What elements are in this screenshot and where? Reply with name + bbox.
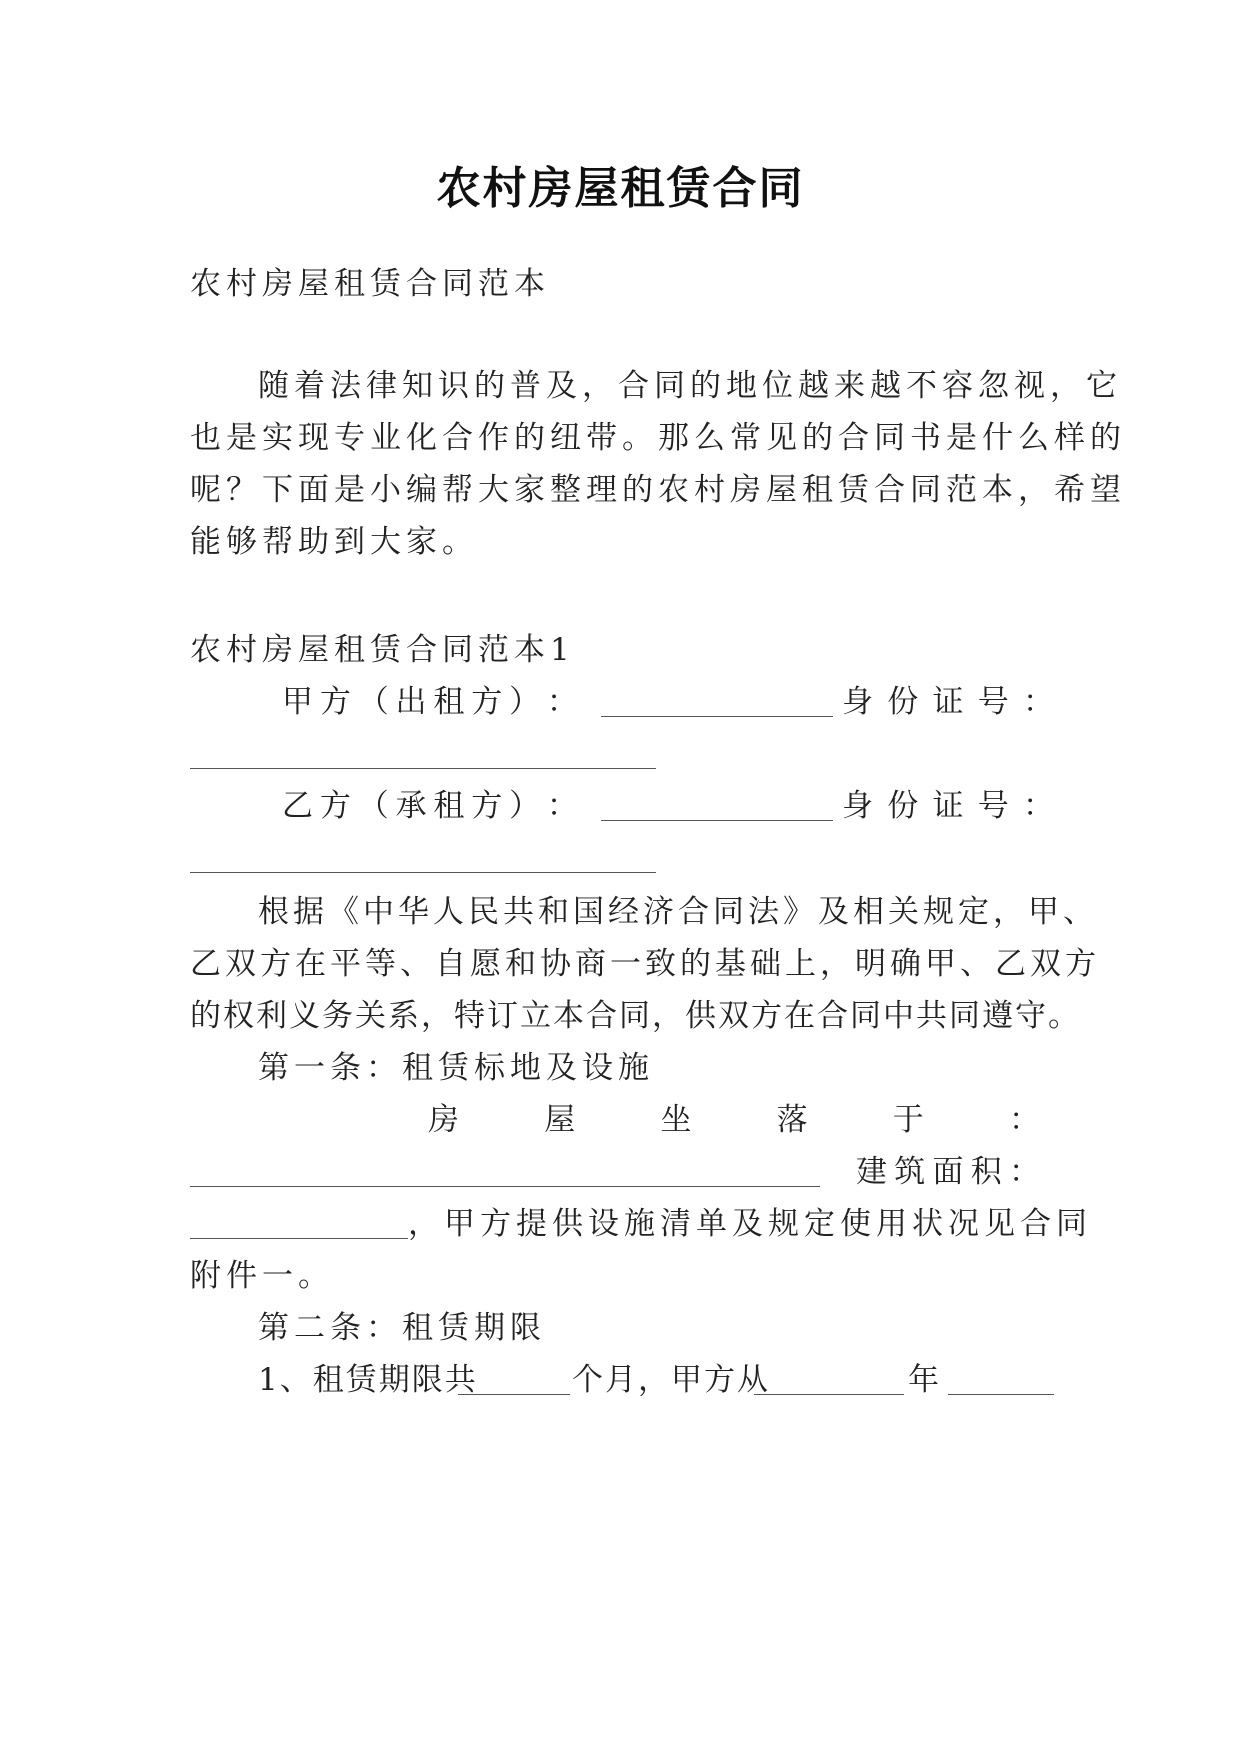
section1-title: 农村房屋租赁合同范本1 bbox=[190, 632, 575, 668]
document-subtitle: 农村房屋租赁合同范本 bbox=[190, 266, 550, 302]
intro-line-3: 呢？下面是小编帮大家整理的农村房屋租赁合同范本，希望 bbox=[190, 472, 1126, 508]
party-a-id-blank[interactable] bbox=[190, 742, 656, 769]
document-page: 农村房屋租赁合同 农村房屋租赁合同范本 随着法律知识的普及，合同的地位越来越不容忽视，它 也是实现专业化合作的纽带。那么常见的合同书是什么样的 呢？下面是小编帮大家整理的农村房屋租赁合同范本，希望 能够帮助到大家。 农村房屋租赁合同范本1 甲 方 （ 出 租 方 ） ： 身 份 证 号 ： 乙 方 （ 承 租 方 ） ： 身 份 证 号 ： 根据《中华人民共和国经济合同法》及相关规定，甲、 乙双方在平等、自愿和协商一致的基础上，明确甲、乙双方 的权利义务关系，特订立本合同，供双方在合同中共同遵守。 第一条：租赁标地及设施 房 屋 坐 落 于 ： 建 筑 面 积 ： ，甲方提供设施清单及规定使用状况见合同 附件一。 第二条：租赁期限 1、租赁期限共 个月，甲方从 年 bbox=[0, 0, 1241, 1754]
basis-line-1: 根据《中华人民共和国经济合同法》及相关规定，甲、 bbox=[258, 894, 1098, 930]
article1-title: 第一条：租赁标地及设施 bbox=[258, 1050, 654, 1086]
area-blank[interactable] bbox=[190, 1212, 408, 1239]
basis-line-3: 的权利义务关系，特订立本合同，供双方在合同中共同遵守。 bbox=[190, 998, 1081, 1034]
term-months-blank[interactable] bbox=[458, 1368, 570, 1395]
term-prefix: 1、租赁期限共 bbox=[258, 1362, 478, 1398]
intro-line-4: 能够帮助到大家。 bbox=[190, 524, 478, 560]
party-a-label: 甲 方 （ 出 租 方 ） ： bbox=[282, 684, 578, 720]
party-a-id-label: 身 份 证 号 ： bbox=[842, 684, 1054, 720]
party-a-name-blank[interactable] bbox=[601, 690, 833, 717]
area-label: 建 筑 面 积 ： bbox=[856, 1154, 1040, 1190]
term-year-text: 年 bbox=[908, 1362, 941, 1398]
house-location-blank[interactable] bbox=[190, 1160, 820, 1187]
term-months-text: 个月，甲方从 bbox=[572, 1362, 770, 1398]
intro-line-2: 也是实现专业化合作的纽带。那么常见的合同书是什么样的 bbox=[190, 420, 1126, 456]
document-title: 农村房屋租赁合同 bbox=[436, 163, 805, 214]
term-year-blank[interactable] bbox=[754, 1368, 904, 1395]
party-b-label: 乙 方 （ 承 租 方 ） ： bbox=[282, 788, 578, 824]
intro-line-1: 随着法律知识的普及，合同的地位越来越不容忽视，它 bbox=[258, 368, 1122, 404]
party-b-id-label: 身 份 证 号 ： bbox=[842, 788, 1054, 824]
basis-line-2: 乙双方在平等、自愿和协商一致的基础上，明确甲、乙双方 bbox=[190, 946, 1100, 982]
term-month-blank[interactable] bbox=[948, 1368, 1054, 1395]
article2-title: 第二条：租赁期限 bbox=[258, 1310, 546, 1346]
party-b-name-blank[interactable] bbox=[601, 794, 833, 821]
facilities-text-2: 附件一。 bbox=[190, 1258, 334, 1294]
party-b-id-blank[interactable] bbox=[190, 846, 656, 873]
facilities-text: ，甲方提供设施清单及规定使用状况见合同 bbox=[408, 1206, 1092, 1242]
